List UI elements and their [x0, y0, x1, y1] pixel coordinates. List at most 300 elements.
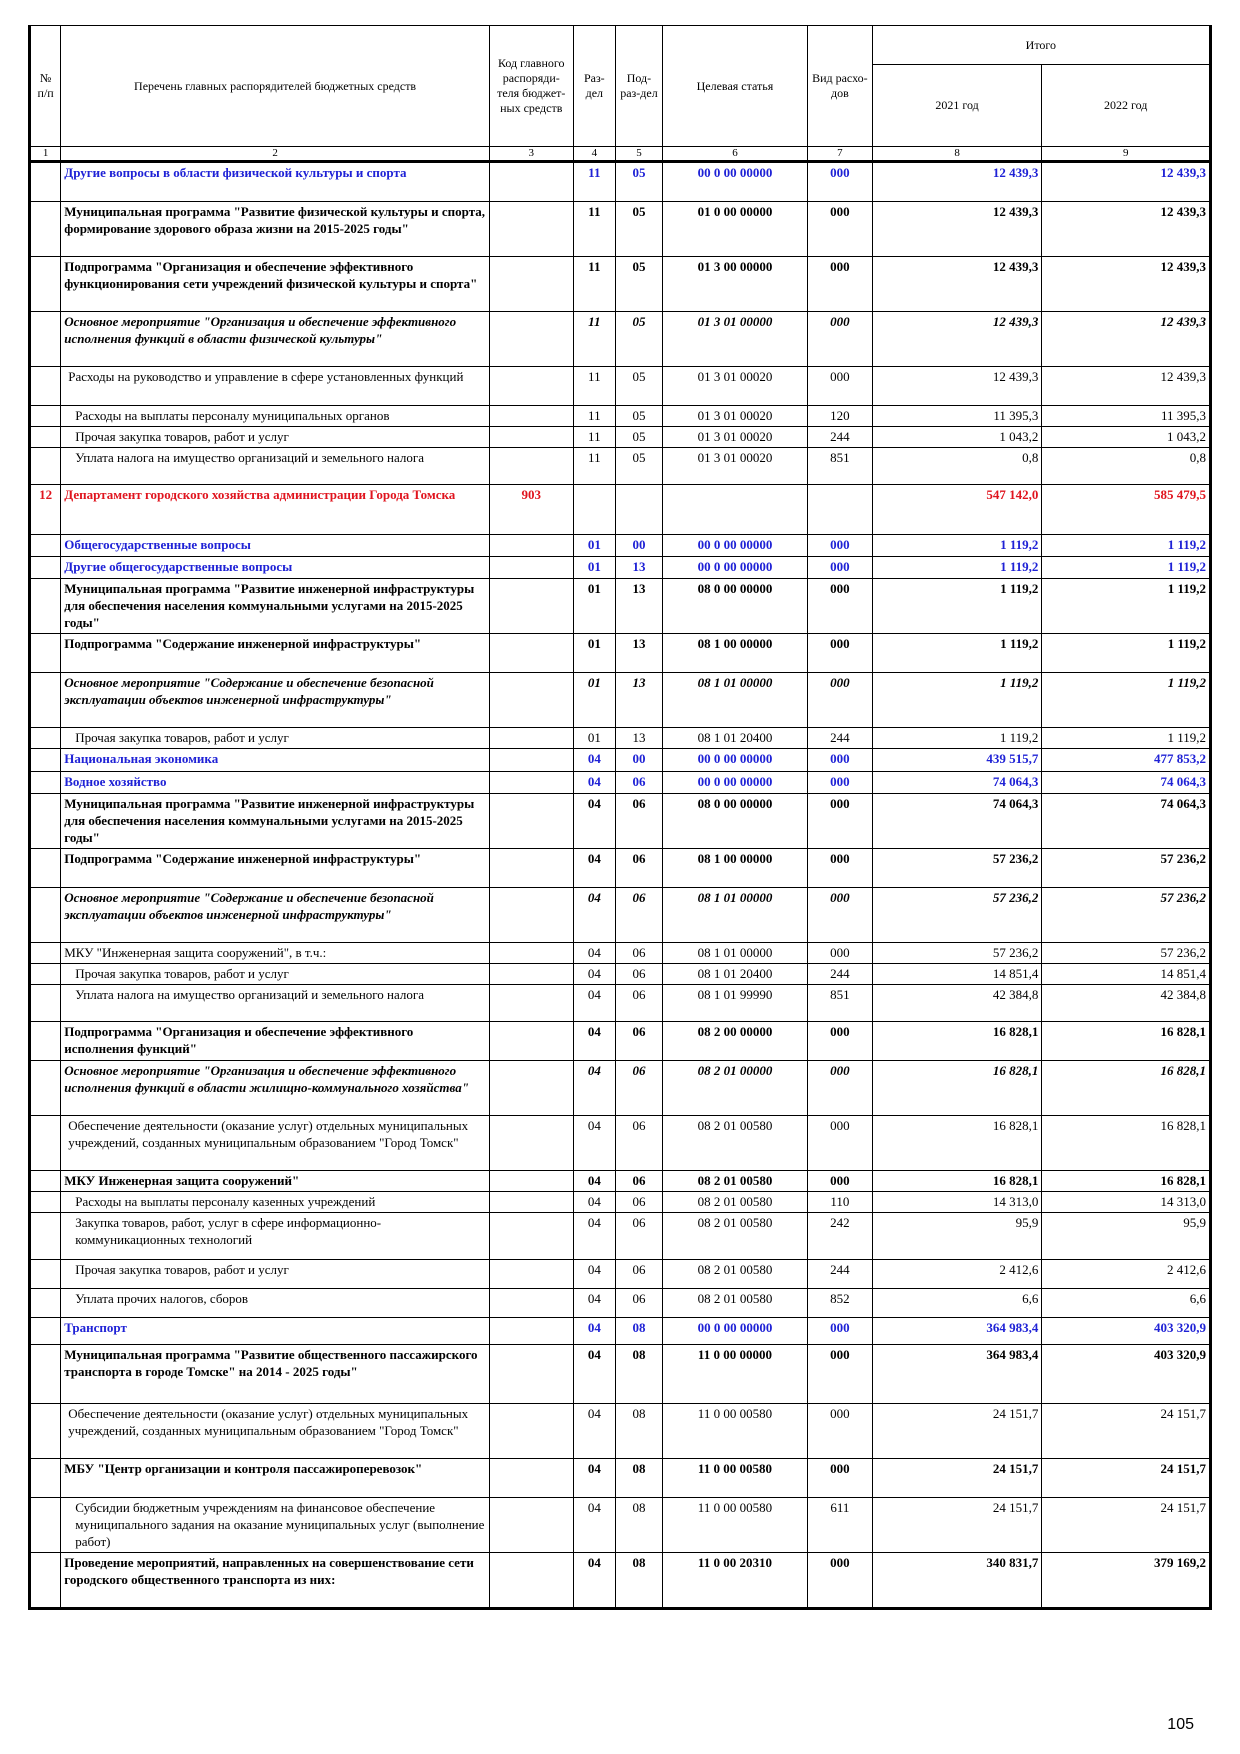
row-value-2022: 12 439,3 [1042, 162, 1211, 202]
row-value-2022: 14 851,4 [1042, 964, 1211, 985]
row-value-2021: 364 983,4 [872, 1318, 1042, 1345]
row-number [30, 448, 61, 485]
row-value-2021: 2 412,6 [872, 1260, 1042, 1289]
row-podrazdel: 06 [616, 1116, 663, 1171]
row-code [489, 1498, 573, 1553]
row-vid: 000 [808, 1345, 873, 1404]
row-article: 08 0 00 00000 [662, 794, 807, 849]
table-row [30, 634, 1211, 673]
row-value-2022: 16 828,1 [1042, 1061, 1211, 1116]
row-podrazdel: 05 [616, 406, 663, 427]
row-article: 11 0 00 00000 [662, 1345, 807, 1404]
row-value-2021: 16 828,1 [872, 1022, 1042, 1061]
row-article: 08 1 00 00000 [662, 634, 807, 673]
row-number [30, 162, 61, 202]
row-value-2021: 57 236,2 [872, 888, 1042, 943]
row-value-2021: 16 828,1 [872, 1061, 1042, 1116]
row-vid: 244 [808, 964, 873, 985]
row-vid: 000 [808, 794, 873, 849]
row-vid: 000 [808, 849, 873, 888]
table-row [30, 1213, 1211, 1260]
row-value-2021: 57 236,2 [872, 849, 1042, 888]
row-code [489, 162, 573, 202]
table-row [30, 427, 1211, 448]
row-podrazdel: 06 [616, 1213, 663, 1260]
row-article [662, 485, 807, 535]
row-value-2021: 1 119,2 [872, 728, 1042, 749]
table-row [30, 1022, 1211, 1061]
row-value-2021: 57 236,2 [872, 943, 1042, 964]
header-col-name: Перечень главных распорядителей бюджетных средств [61, 26, 490, 147]
row-code [489, 1061, 573, 1116]
row-razdel: 04 [573, 794, 615, 849]
row-value-2022: 1 119,2 [1042, 634, 1211, 673]
table-row [30, 312, 1211, 367]
row-code [489, 448, 573, 485]
row-value-2022: 74 064,3 [1042, 794, 1211, 849]
row-number [30, 427, 61, 448]
row-code [489, 1171, 573, 1192]
row-value-2022: 42 384,8 [1042, 985, 1211, 1022]
row-name: Уплата прочих налогов, сборов [61, 1289, 490, 1318]
table-row [30, 1459, 1211, 1498]
row-code [489, 728, 573, 749]
row-code [489, 579, 573, 634]
row-value-2021: 6,6 [872, 1289, 1042, 1318]
row-article: 11 0 00 00580 [662, 1498, 807, 1553]
row-razdel: 04 [573, 964, 615, 985]
row-value-2021: 12 439,3 [872, 257, 1042, 312]
row-name: Муниципальная программа "Развитие физической культуры и спорта, формирование здорового образа жизни на 2015-2025 годы" [61, 202, 490, 257]
table-row [30, 448, 1211, 485]
row-name: МКУ "Инженерная защита сооружений", в т.ч.: [61, 943, 490, 964]
row-value-2021: 364 983,4 [872, 1345, 1042, 1404]
row-vid: 000 [808, 1318, 873, 1345]
row-razdel: 01 [573, 634, 615, 673]
row-value-2022: 403 320,9 [1042, 1345, 1211, 1404]
row-article: 08 2 01 00580 [662, 1260, 807, 1289]
row-value-2021: 24 151,7 [872, 1498, 1042, 1553]
row-razdel: 04 [573, 888, 615, 943]
row-value-2022: 57 236,2 [1042, 888, 1211, 943]
row-article: 08 1 01 00000 [662, 888, 807, 943]
row-podrazdel: 13 [616, 579, 663, 634]
row-vid: 611 [808, 1498, 873, 1553]
row-value-2022: 12 439,3 [1042, 367, 1211, 406]
row-vid: 000 [808, 162, 873, 202]
row-value-2022: 1 119,2 [1042, 557, 1211, 579]
row-name: Водное хозяйство [61, 772, 490, 794]
row-podrazdel: 05 [616, 427, 663, 448]
row-number [30, 1171, 61, 1192]
row-podrazdel: 13 [616, 634, 663, 673]
row-podrazdel: 08 [616, 1318, 663, 1345]
row-name: Другие вопросы в области физической культуры и спорта [61, 162, 490, 202]
row-podrazdel: 06 [616, 794, 663, 849]
row-name: МБУ "Центр организации и контроля пассажироперевозок" [61, 1459, 490, 1498]
row-podrazdel: 06 [616, 1061, 663, 1116]
row-podrazdel: 06 [616, 1171, 663, 1192]
row-value-2022: 14 313,0 [1042, 1192, 1211, 1213]
row-article: 08 1 00 00000 [662, 849, 807, 888]
row-article: 11 0 00 00580 [662, 1404, 807, 1459]
header-col-itogo: Итого [872, 26, 1210, 65]
row-razdel: 04 [573, 985, 615, 1022]
row-name: Транспорт [61, 1318, 490, 1345]
row-number [30, 1213, 61, 1260]
row-name: Подпрограмма "Содержание инженерной инфраструктуры" [61, 634, 490, 673]
row-razdel: 11 [573, 312, 615, 367]
row-value-2022: 95,9 [1042, 1213, 1211, 1260]
row-code [489, 749, 573, 772]
row-vid: 000 [808, 1171, 873, 1192]
row-podrazdel: 06 [616, 985, 663, 1022]
table-row [30, 557, 1211, 579]
row-code [489, 1116, 573, 1171]
row-value-2021: 74 064,3 [872, 794, 1042, 849]
row-vid: 000 [808, 1553, 873, 1609]
row-podrazdel: 06 [616, 964, 663, 985]
table-row [30, 1192, 1211, 1213]
row-number [30, 888, 61, 943]
row-podrazdel: 08 [616, 1553, 663, 1609]
row-vid: 000 [808, 367, 873, 406]
row-article: 11 0 00 20310 [662, 1553, 807, 1609]
row-code [489, 1192, 573, 1213]
row-vid: 000 [808, 202, 873, 257]
row-value-2022: 16 828,1 [1042, 1116, 1211, 1171]
row-razdel: 11 [573, 448, 615, 485]
row-value-2021: 340 831,7 [872, 1553, 1042, 1609]
table-row [30, 794, 1211, 849]
row-value-2021: 1 119,2 [872, 535, 1042, 557]
row-article: 01 3 00 00000 [662, 257, 807, 312]
row-razdel: 04 [573, 1553, 615, 1609]
row-article: 01 3 01 00020 [662, 427, 807, 448]
row-article: 01 0 00 00000 [662, 202, 807, 257]
row-code [489, 257, 573, 312]
row-podrazdel: 13 [616, 728, 663, 749]
row-value-2022: 57 236,2 [1042, 943, 1211, 964]
row-name: Муниципальная программа "Развитие инженерной инфраструктуры для обеспечения населения коммунальными услугами на 2015-2025 годы" [61, 794, 490, 849]
row-podrazdel: 08 [616, 1345, 663, 1404]
row-article: 01 3 01 00020 [662, 406, 807, 427]
row-code [489, 1318, 573, 1345]
table-row [30, 1553, 1211, 1609]
row-name: Расходы на руководство и управление в сфере установленных функций [61, 367, 490, 406]
row-razdel: 04 [573, 1318, 615, 1345]
table-row [30, 749, 1211, 772]
row-value-2021: 1 043,2 [872, 427, 1042, 448]
row-code [489, 535, 573, 557]
row-razdel: 11 [573, 367, 615, 406]
row-code [489, 1022, 573, 1061]
row-vid [808, 485, 873, 535]
row-podrazdel: 08 [616, 1404, 663, 1459]
row-number [30, 673, 61, 728]
row-number [30, 1498, 61, 1553]
row-value-2021: 95,9 [872, 1213, 1042, 1260]
row-razdel: 11 [573, 406, 615, 427]
row-razdel: 04 [573, 1459, 615, 1498]
row-podrazdel: 00 [616, 535, 663, 557]
header-col-article: Целевая статья [662, 26, 807, 147]
row-razdel: 04 [573, 1260, 615, 1289]
table-row [30, 1318, 1211, 1345]
row-article: 08 1 01 00000 [662, 943, 807, 964]
row-vid: 000 [808, 772, 873, 794]
row-value-2022: 24 151,7 [1042, 1459, 1211, 1498]
row-vid: 000 [808, 673, 873, 728]
row-value-2021: 1 119,2 [872, 673, 1042, 728]
row-code [489, 1345, 573, 1404]
row-razdel: 04 [573, 1213, 615, 1260]
table-row [30, 943, 1211, 964]
col-number: 9 [1042, 147, 1211, 162]
row-name: Закупка товаров, работ, услуг в сфере информационно-коммуникационных технологий [61, 1213, 490, 1260]
row-code [489, 772, 573, 794]
row-number [30, 1192, 61, 1213]
row-name: МКУ Инженерная защита сооружений" [61, 1171, 490, 1192]
row-number [30, 1289, 61, 1318]
row-number [30, 985, 61, 1022]
row-vid: 000 [808, 634, 873, 673]
row-value-2021: 16 828,1 [872, 1171, 1042, 1192]
row-name: Другие общегосударственные вопросы [61, 557, 490, 579]
table-row [30, 728, 1211, 749]
row-razdel: 04 [573, 849, 615, 888]
row-number [30, 1404, 61, 1459]
row-article: 00 0 00 00000 [662, 1318, 807, 1345]
table-row [30, 772, 1211, 794]
row-value-2021: 24 151,7 [872, 1404, 1042, 1459]
table-row [30, 535, 1211, 557]
page-number: 105 [1167, 1716, 1194, 1733]
row-razdel: 04 [573, 1171, 615, 1192]
table-row [30, 888, 1211, 943]
row-value-2022: 24 151,7 [1042, 1404, 1211, 1459]
row-name: Подпрограмма "Организация и обеспечение эффективного функционирования сети учреждений физической культуры и спорта" [61, 257, 490, 312]
row-razdel: 11 [573, 427, 615, 448]
row-podrazdel: 06 [616, 1260, 663, 1289]
row-vid: 000 [808, 1116, 873, 1171]
row-name: Муниципальная программа "Развитие инженерной инфраструктуры для обеспечения населения коммунальными услугами на 2015-2025 годы" [61, 579, 490, 634]
table-row [30, 849, 1211, 888]
row-name: Расходы на выплаты персоналу муниципальных органов [61, 406, 490, 427]
row-vid: 851 [808, 448, 873, 485]
row-razdel: 04 [573, 749, 615, 772]
row-number [30, 1061, 61, 1116]
row-podrazdel: 13 [616, 673, 663, 728]
row-code [489, 1213, 573, 1260]
row-vid: 000 [808, 579, 873, 634]
row-value-2022: 11 395,3 [1042, 406, 1211, 427]
row-podrazdel: 13 [616, 557, 663, 579]
row-value-2022: 12 439,3 [1042, 202, 1211, 257]
row-razdel: 01 [573, 535, 615, 557]
row-number [30, 312, 61, 367]
row-code [489, 406, 573, 427]
row-razdel: 11 [573, 162, 615, 202]
row-podrazdel: 06 [616, 772, 663, 794]
row-number [30, 749, 61, 772]
row-code: 903 [489, 485, 573, 535]
row-article: 00 0 00 00000 [662, 162, 807, 202]
row-number [30, 964, 61, 985]
header-row [30, 26, 1211, 65]
row-article: 00 0 00 00000 [662, 535, 807, 557]
row-razdel: 04 [573, 1061, 615, 1116]
row-number: 12 [30, 485, 61, 535]
row-number [30, 202, 61, 257]
col-number: 1 [30, 147, 61, 162]
row-name: Основное мероприятие "Содержание и обеспечение безопасной эксплуатации объектов инженерной инфраструктуры" [61, 888, 490, 943]
header-col-no: № п/п [30, 26, 61, 147]
table-row [30, 257, 1211, 312]
row-value-2021: 439 515,7 [872, 749, 1042, 772]
row-value-2021: 1 119,2 [872, 579, 1042, 634]
row-podrazdel: 00 [616, 749, 663, 772]
row-value-2022: 12 439,3 [1042, 257, 1211, 312]
row-vid: 000 [808, 557, 873, 579]
row-value-2022: 1 119,2 [1042, 673, 1211, 728]
row-code [489, 1553, 573, 1609]
row-vid: 000 [808, 1459, 873, 1498]
row-razdel: 04 [573, 1498, 615, 1553]
header-col-razdel: Раз-дел [573, 26, 615, 147]
column-number-row [30, 147, 1211, 162]
row-vid: 242 [808, 1213, 873, 1260]
row-article: 00 0 00 00000 [662, 557, 807, 579]
row-value-2022: 57 236,2 [1042, 849, 1211, 888]
row-article: 08 2 01 00580 [662, 1213, 807, 1260]
row-value-2022: 2 412,6 [1042, 1260, 1211, 1289]
row-number [30, 1260, 61, 1289]
table-row [30, 1171, 1211, 1192]
table-row [30, 579, 1211, 634]
row-number [30, 728, 61, 749]
row-number [30, 794, 61, 849]
col-number: 6 [662, 147, 807, 162]
row-name: Субсидии бюджетным учреждениям на финансовое обеспечение муниципального задания на оказание муниципальных услуг (выполнение работ) [61, 1498, 490, 1553]
row-number [30, 557, 61, 579]
row-value-2022: 585 479,5 [1042, 485, 1211, 535]
row-name: Прочая закупка товаров, работ и услуг [61, 728, 490, 749]
row-value-2022: 1 119,2 [1042, 535, 1211, 557]
row-razdel: 04 [573, 772, 615, 794]
row-number [30, 1318, 61, 1345]
col-number: 8 [872, 147, 1042, 162]
table-row [30, 485, 1211, 535]
row-value-2021: 14 851,4 [872, 964, 1042, 985]
table-row [30, 1404, 1211, 1459]
row-value-2021: 547 142,0 [872, 485, 1042, 535]
row-value-2021: 24 151,7 [872, 1459, 1042, 1498]
row-number [30, 849, 61, 888]
row-article: 00 0 00 00000 [662, 772, 807, 794]
table-row [30, 985, 1211, 1022]
row-name: Департамент городского хозяйства администрации Города Томска [61, 485, 490, 535]
row-value-2022: 6,6 [1042, 1289, 1211, 1318]
row-name: Основное мероприятие "Организация и обеспечение эффективного исполнения функций в области физической культуры" [61, 312, 490, 367]
row-code [489, 985, 573, 1022]
row-article: 11 0 00 00580 [662, 1459, 807, 1498]
row-name: Муниципальная программа "Развитие общественного пассажирского транспорта в городе Томске" на 2014 - 2025 годы" [61, 1345, 490, 1404]
row-code [489, 557, 573, 579]
row-article: 08 2 01 00580 [662, 1171, 807, 1192]
header-col-2021: 2021 год [872, 65, 1042, 147]
row-razdel: 04 [573, 1345, 615, 1404]
row-razdel: 11 [573, 257, 615, 312]
row-vid: 000 [808, 257, 873, 312]
row-value-2022: 1 043,2 [1042, 427, 1211, 448]
col-number: 5 [616, 147, 663, 162]
row-value-2022: 477 853,2 [1042, 749, 1211, 772]
row-code [489, 202, 573, 257]
col-number: 7 [808, 147, 873, 162]
row-value-2022: 24 151,7 [1042, 1498, 1211, 1553]
row-code [489, 427, 573, 448]
table-row [30, 964, 1211, 985]
row-value-2022: 12 439,3 [1042, 312, 1211, 367]
row-value-2021: 12 439,3 [872, 202, 1042, 257]
row-vid: 000 [808, 1061, 873, 1116]
row-article: 01 3 01 00000 [662, 312, 807, 367]
row-podrazdel: 05 [616, 202, 663, 257]
row-podrazdel: 08 [616, 1498, 663, 1553]
budget-table [28, 25, 1212, 1610]
row-name: Прочая закупка товаров, работ и услуг [61, 427, 490, 448]
row-value-2022: 16 828,1 [1042, 1171, 1211, 1192]
row-number [30, 943, 61, 964]
row-value-2021: 16 828,1 [872, 1116, 1042, 1171]
row-article: 08 2 01 00580 [662, 1289, 807, 1318]
row-code [489, 673, 573, 728]
row-podrazdel: 06 [616, 888, 663, 943]
row-code [489, 849, 573, 888]
row-code [489, 312, 573, 367]
row-razdel: 01 [573, 728, 615, 749]
table-row [30, 1260, 1211, 1289]
row-code [489, 367, 573, 406]
row-number [30, 535, 61, 557]
row-name: Проведение мероприятий, направленных на совершенствование сети городского общественного транспорта из них: [61, 1553, 490, 1609]
row-number [30, 1459, 61, 1498]
row-vid: 000 [808, 535, 873, 557]
row-value-2021: 1 119,2 [872, 557, 1042, 579]
row-code [489, 943, 573, 964]
row-number [30, 367, 61, 406]
row-razdel: 11 [573, 202, 615, 257]
row-article: 08 1 01 20400 [662, 728, 807, 749]
row-podrazdel: 06 [616, 849, 663, 888]
row-name: Расходы на выплаты персоналу казенных учреждений [61, 1192, 490, 1213]
row-value-2021: 42 384,8 [872, 985, 1042, 1022]
row-number [30, 634, 61, 673]
row-value-2022: 16 828,1 [1042, 1022, 1211, 1061]
row-number [30, 1116, 61, 1171]
row-number [30, 406, 61, 427]
row-value-2022: 74 064,3 [1042, 772, 1211, 794]
row-value-2021: 12 439,3 [872, 312, 1042, 367]
table-row [30, 1345, 1211, 1404]
row-article: 08 2 01 00000 [662, 1061, 807, 1116]
row-number [30, 257, 61, 312]
row-vid: 000 [808, 1022, 873, 1061]
row-razdel: 01 [573, 557, 615, 579]
row-code [489, 1260, 573, 1289]
row-vid: 000 [808, 1404, 873, 1459]
